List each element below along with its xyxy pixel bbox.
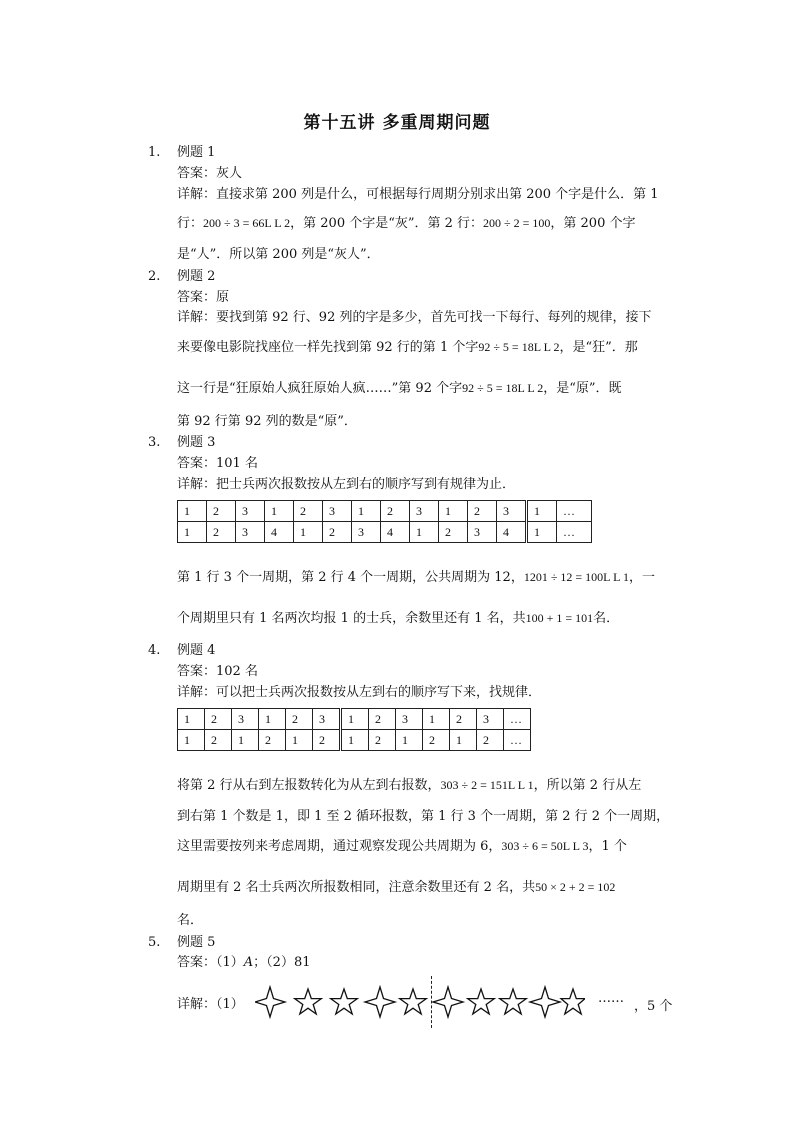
five-point-star-icon <box>295 989 322 1014</box>
five-point-star-icon <box>500 989 527 1014</box>
four-point-star-icon <box>365 987 395 1017</box>
five-point-star-icon <box>468 989 495 1014</box>
table-cell: 1 <box>178 709 205 730</box>
explanation-line <box>177 774 641 793</box>
table-cell: 1 <box>232 730 259 751</box>
table-cell: 1 <box>439 501 468 522</box>
period-divider <box>431 976 432 1028</box>
text-run: 周期里有 2 名士兵两次所报数相同，注意余数里还有 2 名，共 <box>177 880 536 895</box>
explanation-line: 是“人”．所以第 200 列是“灰人”． <box>177 247 380 262</box>
math-expression: 50 × 2 + 2 = 102 <box>535 880 616 894</box>
table-cell: 4 <box>265 522 294 543</box>
explanation-line: 第 92 行第 92 列的数是“原”． <box>177 414 357 429</box>
five-point-star-icon <box>561 989 585 1014</box>
table-row <box>178 501 592 522</box>
text-run: 第 1 行 3 个一周期，第 2 行 4 个一周期，公共周期为 12， <box>177 570 524 585</box>
explanation-line: 到右第 1 个数是 1，即 1 至 2 循环报数，第 1 行 3 个一周期，第 2 行 2 个一周期， <box>177 809 670 824</box>
math-expression: 92 ÷ 5 = 18L L 2 <box>462 381 544 395</box>
item-number: 1. <box>148 145 161 160</box>
italic-variable: A <box>243 955 254 970</box>
table-cell: 1 <box>352 501 381 522</box>
text-run: 这里需要按列来考虑周期，通过观察发现公共周期为 6， <box>177 839 502 854</box>
text-run: ，是“狂”．那 <box>559 340 638 355</box>
text-run: 这一行是“狂原始人疯狂原始人疯……”第 92 个字 <box>177 381 463 396</box>
table-cell: 1 <box>341 709 369 730</box>
text-run: 来要像电影院找座位一样先找到第 92 行的第 1 个字 <box>177 340 479 355</box>
text-run: ，是“原”．既 <box>543 381 622 396</box>
item-number: 4. <box>148 643 161 658</box>
math-expression: 303 ÷ 6 = 50L L 3 <box>501 839 589 853</box>
answer-line: 答案：原 <box>177 290 230 305</box>
table-cell: 1 <box>294 522 323 543</box>
math-expression: 1201 ÷ 12 = 100L L 1 <box>523 570 629 584</box>
item-number: 3. <box>148 435 161 450</box>
table-cell: 2 <box>207 522 236 543</box>
table-cell: … <box>557 501 592 522</box>
table-cell: 3 <box>236 501 265 522</box>
four-point-star-icon <box>530 987 560 1017</box>
table-cell: 2 <box>439 522 468 543</box>
text-run: 个周期里只有 1 名两次均报 1 的士兵，余数里还有 1 名，共 <box>177 611 526 626</box>
text-run: ，第 200 个字是“灰”．第 2 行： <box>290 216 484 231</box>
text-run: ，一 <box>628 570 655 585</box>
text-run: ；（2）81 <box>253 955 311 970</box>
example-heading: 例题 1 <box>177 145 216 160</box>
table-cell: 3 <box>232 709 259 730</box>
item-number: 5. <box>148 935 161 950</box>
table-cell: 3 <box>477 709 504 730</box>
explanation-line: 详解：把士兵两次报数按从左到右的顺序写到有规律为止． <box>177 477 516 492</box>
answer-line <box>177 951 311 970</box>
explanation-line <box>177 876 615 895</box>
text-run: 答案：（1） <box>177 955 244 970</box>
table-cell: 2 <box>323 522 352 543</box>
table-row <box>178 709 531 730</box>
table-cell: 3 <box>313 709 341 730</box>
explanation-line <box>177 566 655 585</box>
table-cell: 3 <box>497 501 527 522</box>
table-cell: 3 <box>468 522 497 543</box>
explanation-line: 详解：要找到第 92 行、92 列的字是多少，首先可找一下每行、每列的规律，接下 <box>177 310 652 325</box>
explanation-line <box>177 336 638 355</box>
explanation-line: 详解：直接求第 200 列是什么，可根据每行周期分别求出第 200 个字是什么．第 1 <box>177 187 659 202</box>
table-cell: 1 <box>410 522 439 543</box>
table-cell: 3 <box>410 501 439 522</box>
table-cell: 3 <box>323 501 352 522</box>
table-cell: 4 <box>497 522 527 543</box>
text-run: 名． <box>593 611 620 626</box>
table-cell: 3 <box>236 522 265 543</box>
table-cell: 1 <box>178 730 205 751</box>
table-cell: 1 <box>178 501 207 522</box>
text-run: ，第 200 个字 <box>550 216 636 231</box>
table-cell: … <box>504 709 531 730</box>
explanation-line: 名． <box>177 913 204 928</box>
table-cell: 1 <box>527 522 557 543</box>
table-row <box>178 730 531 751</box>
report-table <box>177 708 531 751</box>
page-title: 第十五讲 多重周期问题 <box>303 113 491 133</box>
explanation-line <box>177 377 622 396</box>
five-point-star-icon <box>331 989 358 1014</box>
text-run: 将第 2 行从右到左报数转化为从左到右报数， <box>177 778 441 793</box>
four-point-star-icon <box>433 987 463 1017</box>
table-cell: 1 <box>178 522 207 543</box>
table-cell: 2 <box>423 730 450 751</box>
table-cell: 2 <box>205 730 232 751</box>
five-point-star-icon <box>400 989 427 1014</box>
table-cell: 1 <box>450 730 477 751</box>
table-cell: 2 <box>381 501 410 522</box>
explanation-line: 详解：可以把士兵两次报数按从左到右的顺序写下来，找规律． <box>177 685 542 700</box>
table-cell: 4 <box>381 522 410 543</box>
table-cell: 2 <box>468 501 497 522</box>
table-cell: 2 <box>369 709 396 730</box>
example-heading: 例题 2 <box>177 269 216 284</box>
table-cell: … <box>504 730 531 751</box>
explanation-line <box>177 607 619 626</box>
table-cell: 3 <box>396 709 423 730</box>
math-expression: 303 ÷ 2 = 151L L 1 <box>440 778 534 792</box>
table-cell: 1 <box>341 730 369 751</box>
math-expression: 200 ÷ 3 = 66L L 2 <box>203 216 291 230</box>
four-point-star-icon <box>255 987 285 1017</box>
table-cell: 1 <box>396 730 423 751</box>
text-run: ，1 个 <box>588 839 627 854</box>
example-heading: 例题 3 <box>177 435 216 450</box>
table-cell: 2 <box>286 709 313 730</box>
table-cell: 2 <box>205 709 232 730</box>
table-cell: 1 <box>527 501 557 522</box>
explanation-suffix: ，5 个 <box>634 999 673 1014</box>
table-cell: 2 <box>450 709 477 730</box>
table-cell: 1 <box>265 501 294 522</box>
text-run: ，所以第 2 行从左 <box>533 778 642 793</box>
table-cell: 2 <box>477 730 504 751</box>
explanation-line <box>177 835 627 854</box>
table-cell: 1 <box>259 709 286 730</box>
table-cell: 2 <box>369 730 396 751</box>
math-expression: 92 ÷ 5 = 18L L 2 <box>478 340 560 354</box>
table-cell: … <box>557 522 592 543</box>
math-expression: 100 + 1 = 101 <box>525 611 594 625</box>
ellipsis: …… <box>598 991 624 1006</box>
explanation-prefix: 详解：（1） <box>177 997 244 1012</box>
math-expression: 200 ÷ 2 = 100 <box>483 216 551 230</box>
table-cell: 2 <box>294 501 323 522</box>
table-cell: 2 <box>313 730 341 751</box>
answer-line: 答案：102 名 <box>177 664 258 679</box>
table-row <box>178 522 592 543</box>
explanation-line <box>177 212 635 231</box>
table-cell: 1 <box>286 730 313 751</box>
table-cell: 3 <box>352 522 381 543</box>
table-cell: 2 <box>259 730 286 751</box>
star-sequence <box>255 985 585 1019</box>
item-number: 2. <box>148 269 161 284</box>
table-cell: 2 <box>207 501 236 522</box>
example-heading: 例题 4 <box>177 643 216 658</box>
table-cell: 1 <box>423 709 450 730</box>
answer-line: 答案：101 名 <box>177 456 258 471</box>
answer-line: 答案：灰人 <box>177 166 243 181</box>
example-heading: 例题 5 <box>177 935 216 950</box>
report-table <box>177 500 592 543</box>
text-run: 行： <box>177 216 204 231</box>
